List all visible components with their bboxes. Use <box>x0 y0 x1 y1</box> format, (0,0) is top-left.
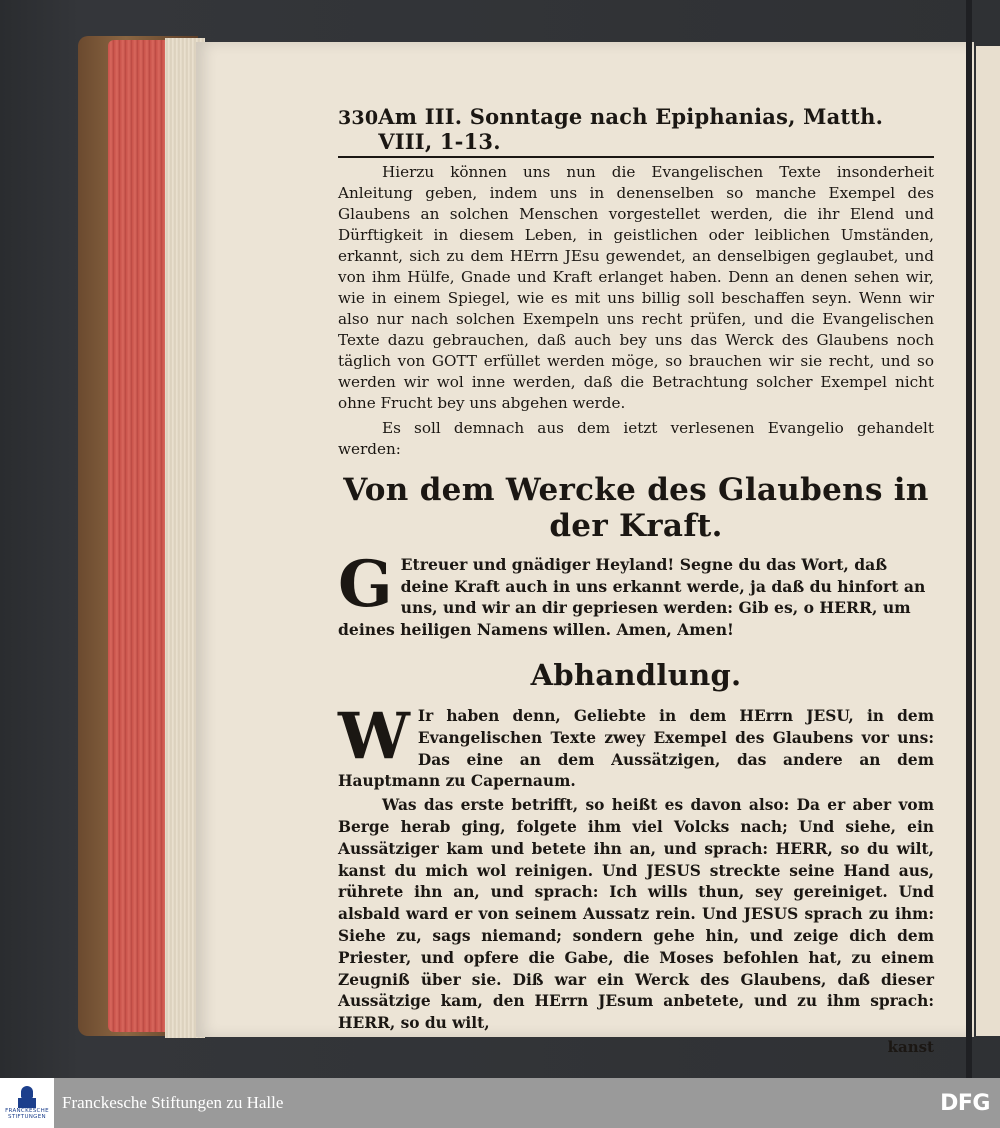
gutter <box>966 0 972 1078</box>
theme-title: Von dem Wercke des Glaubens in der Kraft. <box>343 472 929 544</box>
page-content <box>338 104 934 1059</box>
treatise-body <box>338 699 934 1059</box>
body-paragraph-1 <box>338 699 934 793</box>
section-title: Abhandlung. <box>530 658 742 692</box>
intro-paragraph: Hierzu können uns nun die Evangelischen Texte insonderheit Anleitung geben, indem uns in denenselben so manche Exempel des Glaubens an solchen Menschen vorgestellet werden, die ihr Elend und Dürftigkeit in diesem Leben, in geistlichen oder leiblichen Umständen, erkannt, sich zu dem HErrn JEsu gewendet, an denselbigen geglaubet, und von ihm Hülfe, Gnade und Kraft erlanget haben. Denn an denen sehen wir, wie in einem Spiegel, wie es mit uns billig soll beschaffen seyn. Wenn wir also nur nach solchen Exempeln uns recht prüfen, und die Evangelischen Texte dazu gebrauchen, daß auch bey uns das Werck des Glaubens noch täglich von GOTT erfüllet werden möge, so brauchen wir sie recht, und so werden wir wol inne werden, daß die Betrachtung solcher Exempel nicht ohne Frucht bey uns abgehen werde. <box>338 163 934 412</box>
running-head <box>338 104 934 158</box>
running-title: Am III. Sonntage nach Epiphanias, Matth. VIII, 1-13. <box>378 104 884 154</box>
intro-announcement: Es soll demnach aus dem ietzt verlesenen Evangelio gehandelt werden: <box>338 419 934 458</box>
opening-prayer <box>338 547 934 640</box>
page-number: 330 <box>338 107 379 129</box>
viewer-footer <box>0 1078 1000 1128</box>
logo-text: FRANCKESCHE STIFTUNGEN <box>5 1108 49 1120</box>
institution-name[interactable]: Franckesche Stiftungen zu Halle <box>62 1093 284 1112</box>
body-paragraph-1-text: Ir haben denn, Geliebte in dem HErrn JESU, in dem Evangelischen Texte zwey Exempel des Glaubens vor uns: Das eine an dem Aussätzigen, das andere an dem Hauptmann zu Capernaum. <box>338 707 934 791</box>
dfg-logo[interactable]: DFG <box>940 1090 990 1116</box>
franckesche-logo[interactable] <box>0 1078 54 1128</box>
catchword: kanst <box>887 1037 934 1056</box>
body-paragraph-2: Was das erste betrifft, so heißt es davon also: Da er aber vom Berge herab ging, folgete ihm viel Volcks nach; Und siehe, ein Aussätziger kam und betete ihn an, und sprach: HERR, so du wilt, kanst du mich wol reinigen. Und JESUS streckte seine Hand aus, rührete ihn an, und sprach: Ich wills thun, sey gereiniget. Und alsbald ward er von seinem Aussatz rein. Und JESUS sprach zu ihm: Siehe zu, sags niemand; sondern gehe hin, und zeige dich dem Priester, und opfere die Gabe, die Moses befohlen hat, zu einem Zeugniß über sie. Diß war ein Werck des Glaubens, daß dieser Aussätzige kam, den HErrn JEsum anbetete, und zu ihm sprach: HERR, so du wilt, <box>338 796 934 1033</box>
building-icon <box>18 1086 36 1108</box>
body-initial: W <box>338 699 410 774</box>
prayer-text: Etreuer und gnädiger Heyland! Segne du das Wort, daß deine Kraft auch in uns erkannt werde, ja daß du hinfort an uns, und wir an dir gepriesen werden: Gib es, o HERR, um deines heiligen Namens willen. Amen, Amen! <box>338 555 926 639</box>
prayer-initial: G <box>338 547 393 622</box>
facing-page-edge <box>976 46 1000 1036</box>
